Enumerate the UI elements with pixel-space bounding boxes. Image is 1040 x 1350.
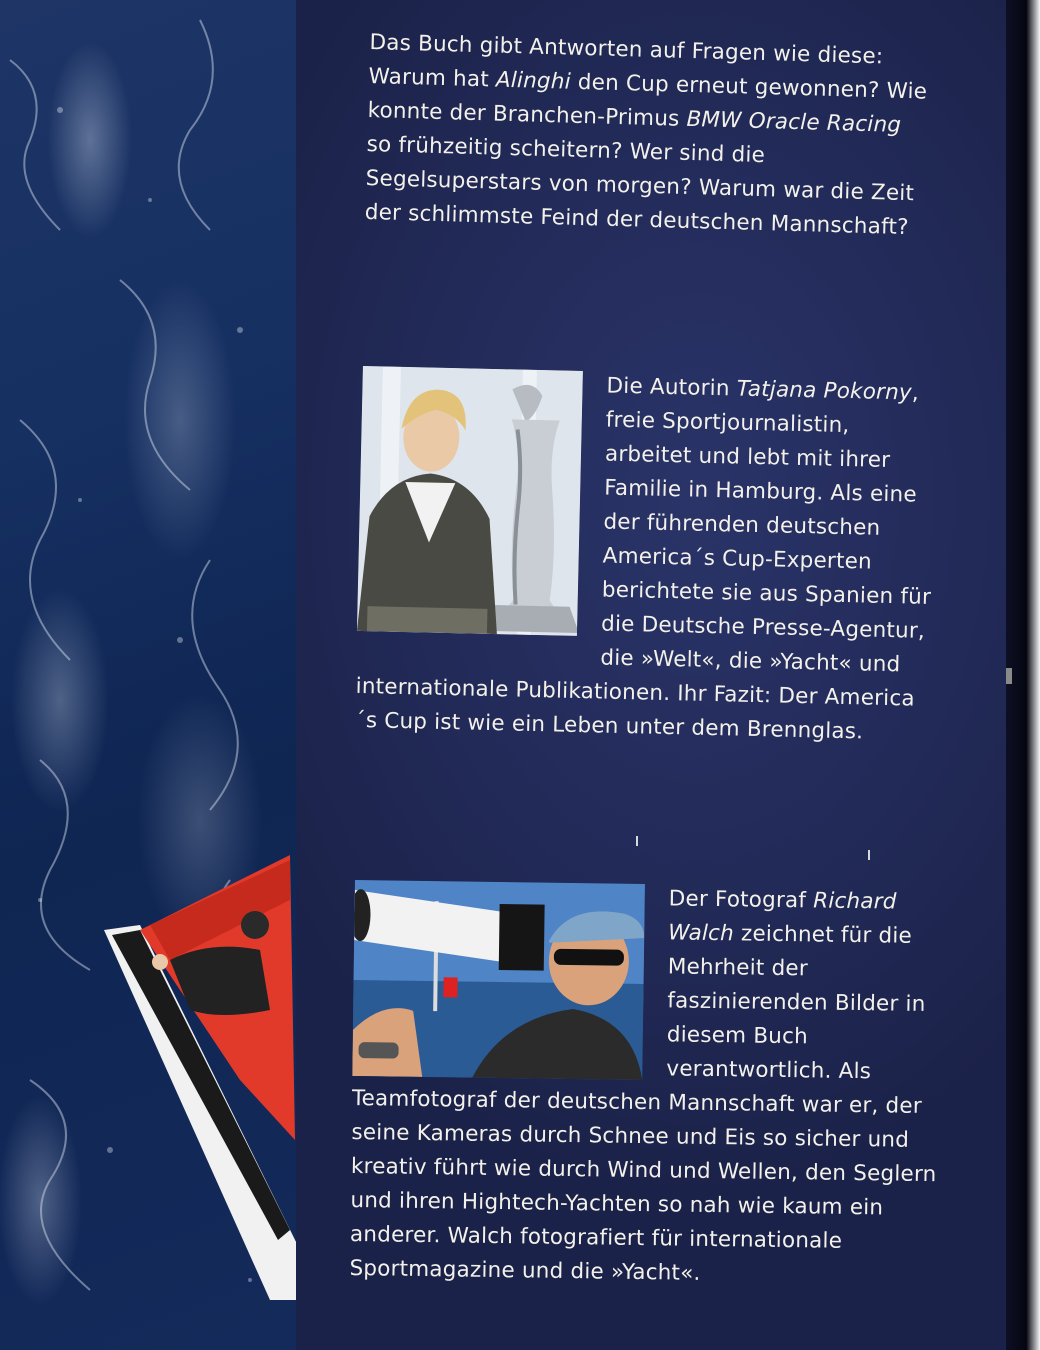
yacht-graphic — [104, 855, 300, 1300]
author-portrait-graphic — [357, 366, 583, 636]
sea-waves-graphic — [0, 0, 300, 1350]
intro-bmw-oracle: BMW Oracle Racing — [686, 106, 902, 138]
photographer-lead: Der Fotograf — [668, 886, 814, 914]
aerial-yacht-photo — [0, 0, 300, 1350]
photographer-text: zeichnet für die Mehrheit der faszinierenden Bilder in diesem Buch verantwortlich. Als Teamfotograf der deutschen Mannschaft war er, der seine Kameras durch Schnee und Eis so sicher und kreativ führt wie durch Wind und Wellen, den Seglern und ihren Hightech-Yachten so nah wie kaum ein anderer. Walch fotografiert für internationale Sportmagazine und die »Yacht«. — [349, 921, 937, 1286]
photographer-name: Richard Walch — [668, 888, 897, 947]
intro-alinghi: Alinghi — [495, 67, 572, 95]
author-photo — [357, 366, 583, 636]
intro-text-middle: den Cup erneut gewonnen? Wie konnte der Branchen-Primus — [367, 69, 928, 132]
intro-text-start: Das Buch gibt Antworten auf Fragen wie diese: Warum hat — [368, 29, 884, 93]
author-lead: Die Autorin — [606, 373, 738, 402]
author-text: , freie Sportjournalistin, arbeitet und lebt mit ihrer Familie in Hamburg. Als eine der führenden deutschen America´s Cup-Experten berichtete sie aus Spanien für die Deutsche Presse-Agentur, die »Welt«, die »Yacht« und internationale Publikationen. Ihr Fazit: Der America´s Cup ist wie ein Leben unter dem Brennglas. — [354, 380, 932, 745]
separator-mark — [868, 850, 870, 860]
intro-text-end: so frühzeitig scheitern? Wer sind die Segelsuperstars von morgen? Warum war die Zeit der schlimmste Feind der deutschen Mannschaft? — [364, 131, 915, 241]
photographer-portrait-graphic — [352, 880, 645, 1080]
author-name: Tatjana Pokorny — [736, 376, 913, 406]
photographer-photo — [352, 880, 645, 1080]
author-section — [355, 364, 943, 751]
photographer-section — [349, 878, 945, 1294]
intro-paragraph — [364, 26, 929, 246]
separator-mark — [636, 836, 638, 846]
edge-notch — [1006, 668, 1012, 684]
